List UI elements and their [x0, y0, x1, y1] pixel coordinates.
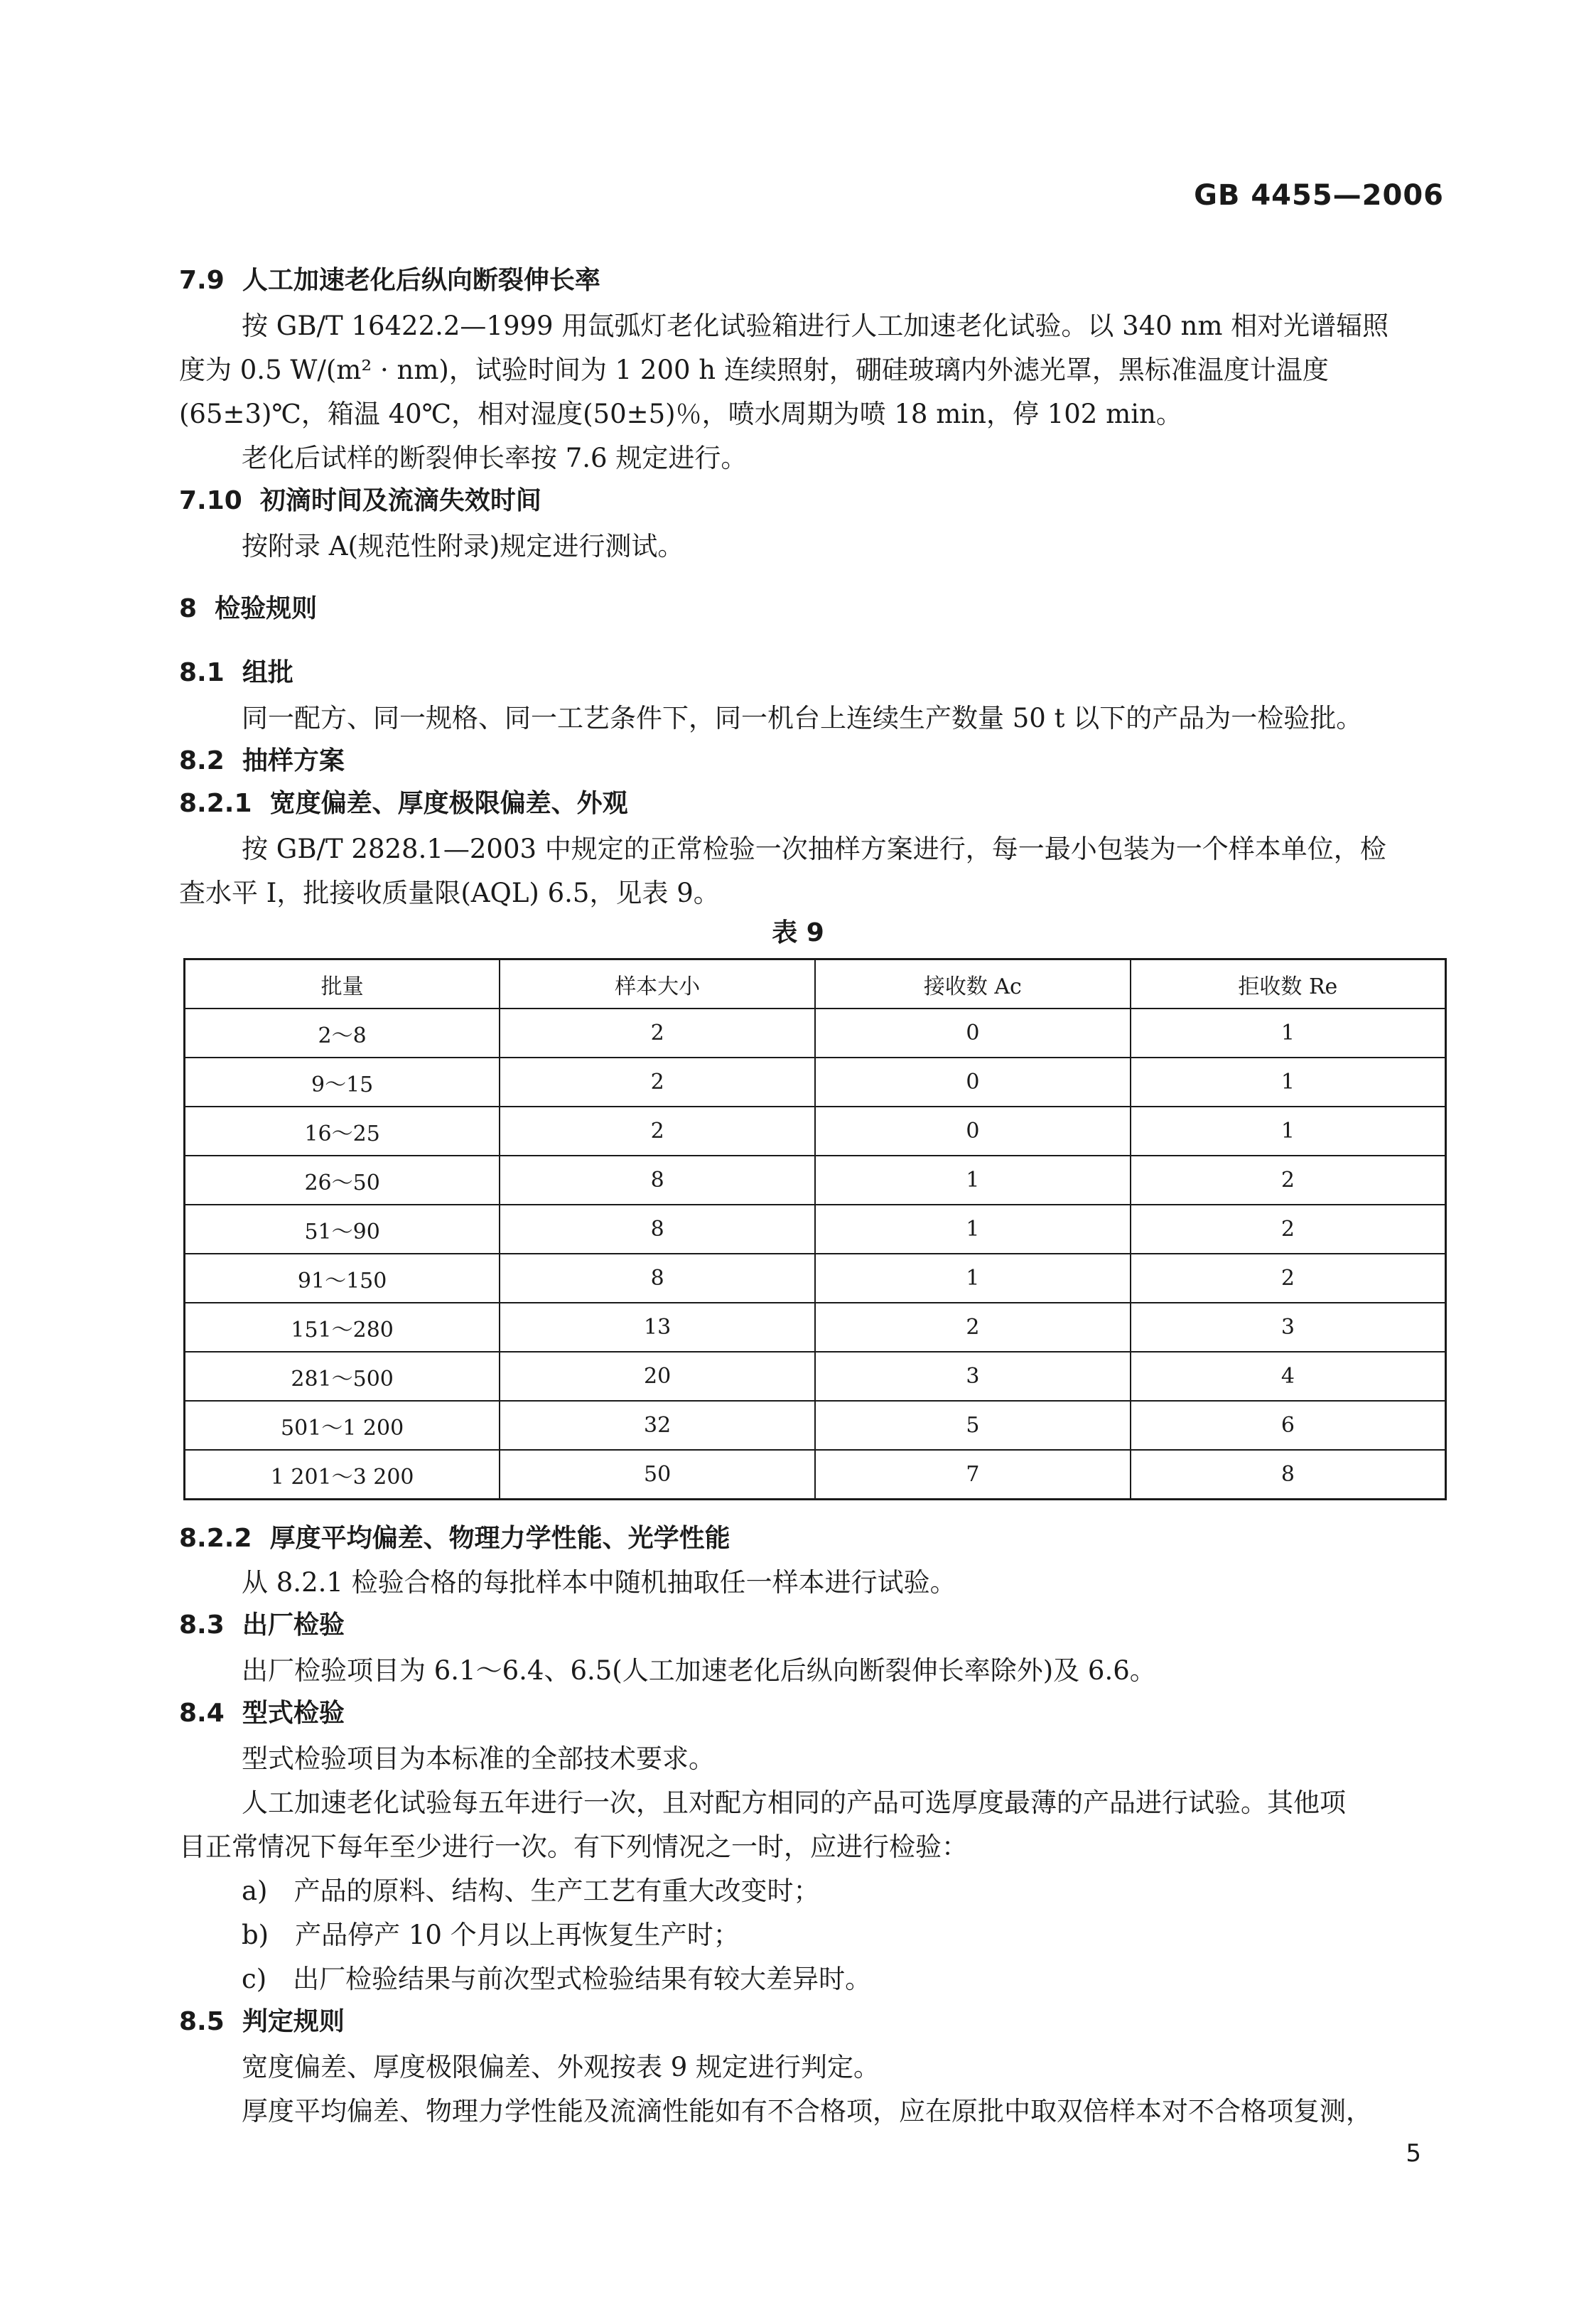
section-number: 8.2.2	[179, 1524, 252, 1553]
section-title: 检验规则	[215, 594, 318, 623]
section-7-10-heading	[179, 480, 541, 517]
table-cell: 6	[1131, 1401, 1446, 1450]
paragraph-line: 目正常情况下每年至少进行一次。有下列情况之一时，应进行检验：	[179, 1832, 968, 1862]
table-row	[185, 1254, 1446, 1303]
table-row	[185, 1058, 1446, 1107]
table-cell: 1 201～3 200	[185, 1450, 500, 1500]
section-7-9-heading	[179, 260, 600, 296]
section-title: 厚度平均偏差、物理力学性能、光学性能	[269, 1524, 730, 1553]
table-cell: 2～8	[185, 1009, 500, 1058]
column-header-lot-size: 批量	[185, 959, 500, 1009]
section-title: 抽样方案	[242, 746, 345, 775]
table-cell: 13	[500, 1303, 815, 1352]
table-cell: 1	[815, 1156, 1131, 1205]
table-row	[185, 1401, 1446, 1450]
section-8-5-heading	[179, 2001, 345, 2038]
table-cell: 151～280	[185, 1303, 500, 1352]
table-row	[185, 1156, 1446, 1205]
table-cell: 26～50	[185, 1156, 500, 1205]
section-title: 判定规则	[242, 2007, 345, 2036]
section-8-2-2-heading	[179, 1518, 730, 1554]
column-header-acceptance-number: 接收数 Ac	[815, 959, 1131, 1009]
section-8-heading	[179, 588, 317, 625]
section-number: 7.10	[179, 486, 242, 515]
table-caption: 表 9	[772, 918, 824, 947]
section-number: 7.9	[179, 266, 225, 295]
table-cell: 281～500	[185, 1352, 500, 1401]
paragraph-line: 人工加速老化试验每五年进行一次，且对配方相同的产品可选厚度最薄的产品进行试验。其他项	[242, 1787, 1346, 1818]
table-cell: 2	[500, 1058, 815, 1107]
table-cell: 1	[1131, 1058, 1446, 1107]
table-cell: 3	[815, 1352, 1131, 1401]
section-title: 宽度偏差、厚度极限偏差、外观	[269, 789, 628, 818]
table-cell: 3	[1131, 1303, 1446, 1352]
table-cell: 51～90	[185, 1205, 500, 1254]
table-cell: 8	[1131, 1450, 1446, 1500]
paragraph-line: 按 GB/T 2828.1—2003 中规定的正常检验一次抽样方案进行，每一最小包装为一个样本单位，检	[242, 834, 1386, 864]
section-number: 8.3	[179, 1610, 225, 1640]
section-8-2-1-heading	[179, 783, 628, 819]
column-header-sample-size: 样本大小	[500, 959, 815, 1009]
section-8-3-heading	[179, 1605, 345, 1641]
table-cell: 8	[500, 1205, 815, 1254]
section-8-1-heading	[179, 652, 293, 689]
table-header-row	[185, 959, 1446, 1009]
paragraph-line: 出厂检验项目为 6.1～6.4、6.5(人工加速老化后纵向断裂伸长率除外)及 6.6。	[242, 1655, 1156, 1686]
paragraph-line: 同一配方、同一规格、同一工艺条件下，同一机台上连续生产数量 50 t 以下的产品为一检验批。	[242, 703, 1363, 733]
table-cell: 2	[815, 1303, 1131, 1352]
section-number: 8.4	[179, 1699, 225, 1728]
section-title: 型式检验	[242, 1699, 345, 1728]
list-item: a) 产品的原料、结构、生产工艺有重大改变时；	[242, 1876, 820, 1906]
section-number: 8	[179, 594, 198, 623]
table-cell: 0	[815, 1009, 1131, 1058]
paragraph-line: 厚度平均偏差、物理力学性能及流滴性能如有不合格项，应在原批中取双倍样本对不合格项复测，	[242, 2096, 1372, 2126]
table-cell: 0	[815, 1107, 1131, 1156]
section-number: 8.2	[179, 746, 225, 775]
section-number: 8.1	[179, 658, 225, 687]
table-cell: 8	[500, 1254, 815, 1303]
table-cell: 5	[815, 1401, 1131, 1450]
table-cell: 32	[500, 1401, 815, 1450]
paragraph-line: 查水平 I，批接收质量限(AQL) 6.5，见表 9。	[179, 878, 720, 908]
table-cell: 2	[1131, 1254, 1446, 1303]
section-title: 出厂检验	[242, 1610, 345, 1640]
section-number: 8.5	[179, 2007, 225, 2036]
table-cell: 2	[500, 1009, 815, 1058]
table-cell: 9～15	[185, 1058, 500, 1107]
standard-number: GB 4455—2006	[1194, 179, 1444, 212]
table-cell: 2	[500, 1107, 815, 1156]
table-cell: 91～150	[185, 1254, 500, 1303]
paragraph-line: (65±3)℃，箱温 40℃，相对湿度(50±5)％，喷水周期为喷 18 min，停 102 min。	[179, 399, 1182, 429]
table-row	[185, 1009, 1446, 1058]
section-8-4-heading	[179, 1693, 345, 1729]
table-row	[185, 1303, 1446, 1352]
table-cell: 20	[500, 1352, 815, 1401]
table-cell: 1	[1131, 1009, 1446, 1058]
table-row	[185, 1107, 1446, 1156]
section-title: 组批	[242, 658, 293, 687]
paragraph-line: 宽度偏差、厚度极限偏差、外观按表 9 规定进行判定。	[242, 2052, 880, 2082]
section-8-2-heading	[179, 741, 345, 777]
page-number: 5	[1406, 2139, 1421, 2168]
table-cell: 50	[500, 1450, 815, 1500]
paragraph-line: 按附录 A(规范性附录)规定进行测试。	[242, 531, 684, 561]
table-row	[185, 1450, 1446, 1500]
paragraph-line: 度为 0.5 W/(m² · nm)，试验时间为 1 200 h 连续照射，硼硅玻璃内外滤光罩，黑标准温度计温度	[179, 355, 1329, 385]
table-cell: 1	[1131, 1107, 1446, 1156]
list-item: b) 产品停产 10 个月以上再恢复生产时；	[242, 1920, 740, 1950]
paragraph-line: 型式检验项目为本标准的全部技术要求。	[242, 1743, 715, 1774]
section-title: 人工加速老化后纵向断裂伸长率	[242, 266, 600, 295]
table-cell: 8	[500, 1156, 815, 1205]
table-cell: 2	[1131, 1205, 1446, 1254]
column-header-rejection-number: 拒收数 Re	[1131, 959, 1446, 1009]
table-cell: 4	[1131, 1352, 1446, 1401]
table-cell: 7	[815, 1450, 1131, 1500]
section-number: 8.2.1	[179, 789, 252, 818]
paragraph-line: 按 GB/T 16422.2—1999 用氙弧灯老化试验箱进行人工加速老化试验。以 340 nm 相对光谱辐照	[242, 311, 1389, 341]
sampling-plan-table	[183, 958, 1447, 1500]
list-item: c) 出厂检验结果与前次型式检验结果有较大差异时。	[242, 1964, 872, 1994]
section-title: 初滴时间及流滴失效时间	[259, 486, 541, 515]
paragraph-line: 老化后试样的断裂伸长率按 7.6 规定进行。	[242, 443, 748, 473]
table-row	[185, 1352, 1446, 1401]
paragraph-line: 从 8.2.1 检验合格的每批样本中随机抽取任一样本进行试验。	[242, 1567, 956, 1598]
table-cell: 501～1 200	[185, 1401, 500, 1450]
table-cell: 16～25	[185, 1107, 500, 1156]
table-cell: 1	[815, 1205, 1131, 1254]
table-cell: 0	[815, 1058, 1131, 1107]
table-row	[185, 1205, 1446, 1254]
table-cell: 1	[815, 1254, 1131, 1303]
table-cell: 2	[1131, 1156, 1446, 1205]
